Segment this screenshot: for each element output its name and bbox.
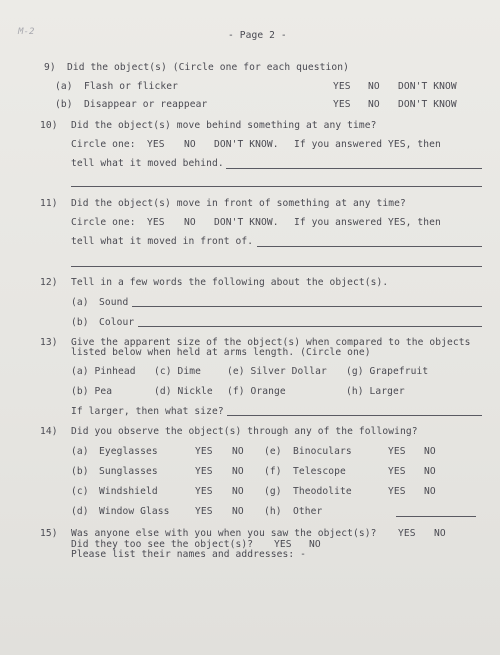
q14h-letter: (h)	[264, 506, 282, 517]
q14b-label: Sunglasses	[99, 466, 158, 477]
q14e-letter: (e)	[264, 446, 282, 457]
q14e-no[interactable]: NO	[424, 446, 436, 457]
q14g-no[interactable]: NO	[424, 486, 436, 497]
q14e-label: Binoculars	[293, 446, 352, 457]
q11-tell-label: tell what it moved in front of.	[71, 236, 254, 247]
q14b-letter: (b)	[71, 466, 89, 477]
q10-circle-one: Circle one:	[71, 139, 136, 150]
q14g-yes[interactable]: YES	[388, 486, 406, 497]
q14-number: 14)	[40, 426, 58, 437]
q9a-yes[interactable]: YES	[333, 81, 351, 92]
q13-option-c[interactable]: (c) Dime	[154, 366, 202, 377]
q9b-label: Disappear or reappear	[84, 99, 208, 110]
q14a-letter: (a)	[71, 446, 89, 457]
page-header: - Page 2 -	[228, 30, 287, 41]
q9b-yes[interactable]: YES	[333, 99, 351, 110]
q12a-label: Sound	[99, 297, 129, 308]
q14c-yes[interactable]: YES	[195, 486, 213, 497]
q13-text-line-2: listed below when held at arms length. (Circle one)	[71, 347, 371, 358]
q10-number: 10)	[40, 120, 58, 131]
q14h-label: Other	[293, 506, 323, 517]
q12-text: Tell in a few words the following about the object(s).	[71, 277, 389, 288]
q14c-no[interactable]: NO	[232, 486, 244, 497]
q9b-no[interactable]: NO	[368, 99, 380, 110]
q12b-answer-line[interactable]	[138, 326, 482, 327]
q15-line2-no[interactable]: NO	[309, 539, 321, 550]
page-marker: M-2	[18, 27, 35, 37]
q14c-label: Windshield	[99, 486, 158, 497]
q11-text: Did the object(s) move in front of something at any time?	[71, 198, 406, 209]
q9a-label: Flash or flicker	[84, 81, 179, 92]
q10-answer-line-2[interactable]	[71, 186, 482, 187]
q9-text: Did the object(s) (Circle one for each question)	[67, 62, 350, 73]
q11-no[interactable]: NO	[184, 217, 196, 228]
q13-if-larger-label: If larger, then what size?	[71, 406, 224, 417]
q11-dont-know[interactable]: DON'T KNOW.	[214, 217, 279, 228]
q14d-letter: (d)	[71, 506, 89, 517]
q13-option-a[interactable]: (a) Pinhead	[71, 366, 136, 377]
q13-text-line-1: Give the apparent size of the object(s) when compared to the objects	[71, 337, 471, 348]
q11-if-yes: If you answered YES, then	[294, 217, 441, 228]
q12b-label: Colour	[99, 317, 135, 328]
q15-text-line-2: Did they too see the object(s)?	[71, 539, 254, 550]
q14a-yes[interactable]: YES	[195, 446, 213, 457]
q14b-yes[interactable]: YES	[195, 466, 213, 477]
q9a-no[interactable]: NO	[368, 81, 380, 92]
q14b-no[interactable]: NO	[232, 466, 244, 477]
q9b-letter: (b)	[55, 99, 73, 110]
q14h-other-answer-line[interactable]	[396, 516, 476, 517]
q14d-yes[interactable]: YES	[195, 506, 213, 517]
q14f-yes[interactable]: YES	[388, 466, 406, 477]
q12-number: 12)	[40, 277, 58, 288]
q9a-letter: (a)	[55, 81, 73, 92]
q10-if-yes: If you answered YES, then	[294, 139, 441, 150]
q13-option-h[interactable]: (h) Larger	[346, 386, 405, 397]
q10-dont-know[interactable]: DON'T KNOW.	[214, 139, 279, 150]
q13-size-answer-line[interactable]	[227, 415, 482, 416]
q11-yes[interactable]: YES	[147, 217, 165, 228]
q11-circle-one: Circle one:	[71, 217, 136, 228]
q13-option-e[interactable]: (e) Silver Dollar	[227, 366, 327, 377]
q14f-letter: (f)	[264, 466, 282, 477]
q15-line1-yes[interactable]: YES	[398, 528, 416, 539]
q12a-answer-line[interactable]	[132, 306, 482, 307]
q13-option-g[interactable]: (g) Grapefruit	[346, 366, 429, 377]
q14a-label: Eyeglasses	[99, 446, 158, 457]
q14g-label: Theodolite	[293, 486, 352, 497]
q14-text: Did you observe the object(s) through any of the following?	[71, 426, 418, 437]
q13-option-d[interactable]: (d) Nickle	[154, 386, 213, 397]
q12a-letter: (a)	[71, 297, 89, 308]
q15-line2-yes[interactable]: YES	[274, 539, 292, 550]
q13-number: 13)	[40, 337, 58, 348]
q15-text-line-3: Please list their names and addresses: -	[71, 549, 307, 560]
q14a-no[interactable]: NO	[232, 446, 244, 457]
q10-yes[interactable]: YES	[147, 139, 165, 150]
q15-line1-no[interactable]: NO	[434, 528, 446, 539]
q14c-letter: (c)	[71, 486, 89, 497]
q10-tell-label: tell what it moved behind.	[71, 158, 224, 169]
q14e-yes[interactable]: YES	[388, 446, 406, 457]
q11-answer-line-2[interactable]	[71, 266, 482, 267]
q14d-no[interactable]: NO	[232, 506, 244, 517]
q10-text: Did the object(s) move behind something at any time?	[71, 120, 377, 131]
q14d-label: Window Glass	[99, 506, 170, 517]
q10-no[interactable]: NO	[184, 139, 196, 150]
q9b-dont-know[interactable]: DON'T KNOW	[398, 99, 457, 110]
q11-number: 11)	[40, 198, 58, 209]
q15-text-line-1: Was anyone else with you when you saw the object(s)?	[71, 528, 377, 539]
q14g-letter: (g)	[264, 486, 282, 497]
q13-option-b[interactable]: (b) Pea	[71, 386, 113, 397]
q9-number: 9)	[44, 62, 56, 73]
q10-answer-line-1[interactable]	[226, 168, 482, 169]
q9a-dont-know[interactable]: DON'T KNOW	[398, 81, 457, 92]
q14f-no[interactable]: NO	[424, 466, 436, 477]
q12b-letter: (b)	[71, 317, 89, 328]
q15-number: 15)	[40, 528, 58, 539]
q14f-label: Telescope	[293, 466, 346, 477]
q11-answer-line-1[interactable]	[257, 246, 482, 247]
q13-option-f[interactable]: (f) Orange	[227, 386, 286, 397]
